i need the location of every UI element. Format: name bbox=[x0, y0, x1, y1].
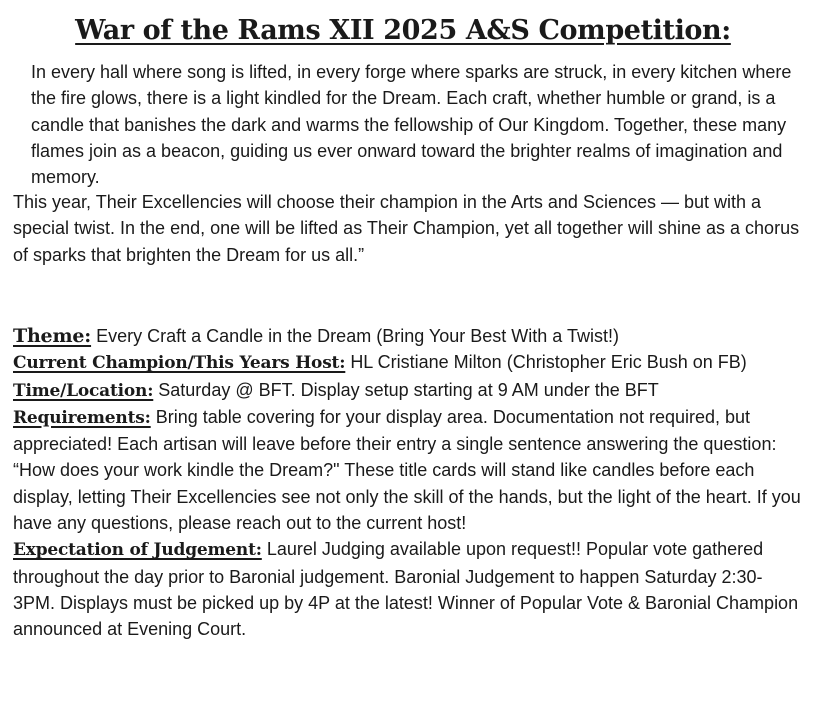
requirements-value: Bring table covering for your display area. Documentation not required, but appreciated! Each artisan will leave before their entry a single sentence answering the question: “How does your work kindle the Dream?" These title cards will stand like candles before each display, letting Their Excellencies see not only the skill of the hands, but the light of the heart. If you have any questions, please reach out to the current host! bbox=[13, 406, 801, 534]
theme-line bbox=[13, 323, 803, 349]
theme-value: Every Craft a Candle in the Dream (Bring Your Best With a Twist!) bbox=[96, 326, 619, 346]
time-location-label: Time/Location: bbox=[13, 380, 154, 401]
time-location-line bbox=[13, 377, 803, 404]
theme-label: Theme: bbox=[13, 325, 92, 347]
requirements-line bbox=[13, 404, 803, 536]
judgement-label: Expectation of Judgement: bbox=[13, 540, 262, 561]
judgement-value: Laurel Judging available upon request!! Popular vote gathered throughout the day prior to Baronial judgement. Baronial Judgement to happen Saturday 2:30-3PM. Displays must be picked up by 4P at the latest! Winner of Popular Vote & Baronial Champion announced at Evening Court. bbox=[13, 539, 799, 640]
event-details bbox=[13, 323, 803, 643]
judgement-line bbox=[13, 536, 803, 642]
host-label: Current Champion/This Years Host: bbox=[13, 353, 346, 374]
host-line bbox=[13, 349, 803, 376]
time-location-value: Saturday @ BFT. Display setup starting at 9 AM under the BFT bbox=[158, 379, 659, 400]
intro-paragraph-1: In every hall where song is lifted, in every forge where sparks are struck, in every kitchen where the fire glows, there is a light kindled for the Dream. Each craft, whether humble or grand, is a candle that banishes the dark and warms the fellowship of Our Kingdom. Together, these many flames join as a beacon, guiding us ever onward toward the brighter realms of imagination and memory. bbox=[31, 62, 792, 188]
intro-paragraph-2: This year, Their Excellencies will choose their champion in the Arts and Sciences — but with a special twist. In the end, one will be lifted as Their Champion, yet all together will shine as a chorus of sparks that brighten the Dream for us all.” bbox=[13, 192, 800, 265]
requirements-label: Requirements: bbox=[13, 407, 151, 428]
host-value: HL Cristiane Milton (Christopher Eric Bush on FB) bbox=[350, 352, 747, 373]
document-title: War of the Rams XII 2025 A&S Competition: bbox=[75, 15, 731, 46]
